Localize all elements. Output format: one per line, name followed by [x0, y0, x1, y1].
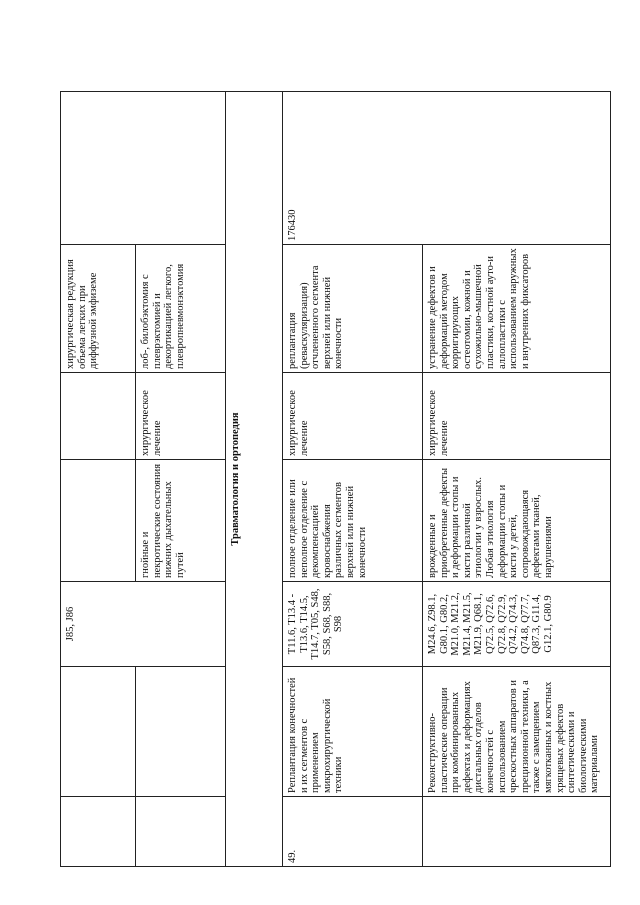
cell-num: [136, 797, 226, 867]
cell-model: [61, 460, 136, 582]
rotated-table-frame: [60, 92, 610, 867]
cell-treatment: хирургическое лечение: [423, 373, 611, 460]
cell-name: Реконструктивно-пластические операции при комбинированных дефектах и деформациях дистальных отделов конечностей с использованием чрескостных аппаратов и прецизионной техники, а также с замещением мягкотканных и костных хрящевых дефектов синтетическими и биологическими материалами: [423, 667, 611, 797]
cell-method: устранение дефектов и деформаций методом корригирующих остеотомии, кожной и сухожильно-мышечной пластики, костной ауто-и аллопластики с использованием наружных и внутренних фиксаторов: [423, 245, 611, 373]
cell-codes: M24.6, Z98.1, G80.1, G80.2, M21.0, M21.2, M21.4, M21.5, M21.9, Q68.1, Q72.5, Q72.6, Q72.8, Q72.9, Q74.2, Q74.3, Q74.8, Q77.7, Q87.3, G11.4, G12.1, G80.9: [423, 582, 611, 667]
cell-cost: [61, 92, 226, 245]
cell-name: [61, 667, 136, 797]
section-row: [226, 92, 283, 867]
cell-treatment: хирургическое лечение: [136, 373, 226, 460]
cell-model: полное отделение или неполное отделение с декомпенсацией кровоснабжения различных сегментов верхней или нижней конечности: [283, 460, 423, 582]
cell-num: 49.: [283, 797, 423, 867]
cell-num: [423, 797, 611, 867]
section-title: Травматология и ортопедия: [226, 92, 283, 867]
cell-method: реплантация (реваскуляризация) отчлененного сегмента верхней или нижней конечности: [283, 245, 423, 373]
cell-treatment: [61, 373, 136, 460]
cell-num: [61, 797, 136, 867]
cell-cost: 176430: [283, 92, 611, 245]
services-table: [60, 91, 611, 867]
cell-treatment: хирургическое лечение: [283, 373, 423, 460]
table-row: [61, 92, 136, 867]
cell-codes: T11.6, T13.4 - T13.6, T14.5, T14.7, T05, S48, S58, S68, S88, S98: [283, 582, 423, 667]
cell-model: гнойные и некротические состояния нижних дыхательных путей: [136, 460, 226, 582]
cell-method: хирургическая редукция объема легких при диффузной эмфиземе: [61, 245, 136, 373]
cell-name: [136, 667, 226, 797]
cell-method: лоб-, билобэктомия с плеврэктомией и декортикацией легкого, плевропневмонэктомия: [136, 245, 226, 373]
cell-name: Реплантация конечностей и их сегментов с применением микрохирургической техники: [283, 667, 423, 797]
cell-model: врожденные и приобретенные дефекты и деформации стопы и кисти различной этиологии у взрослых. Любая этиология деформации стопы и кисти у детей, сопровождающаяся дефектами тканей, нарушениями: [423, 460, 611, 582]
table-row: [283, 92, 423, 867]
cell-codes: J85, J86: [61, 582, 226, 667]
